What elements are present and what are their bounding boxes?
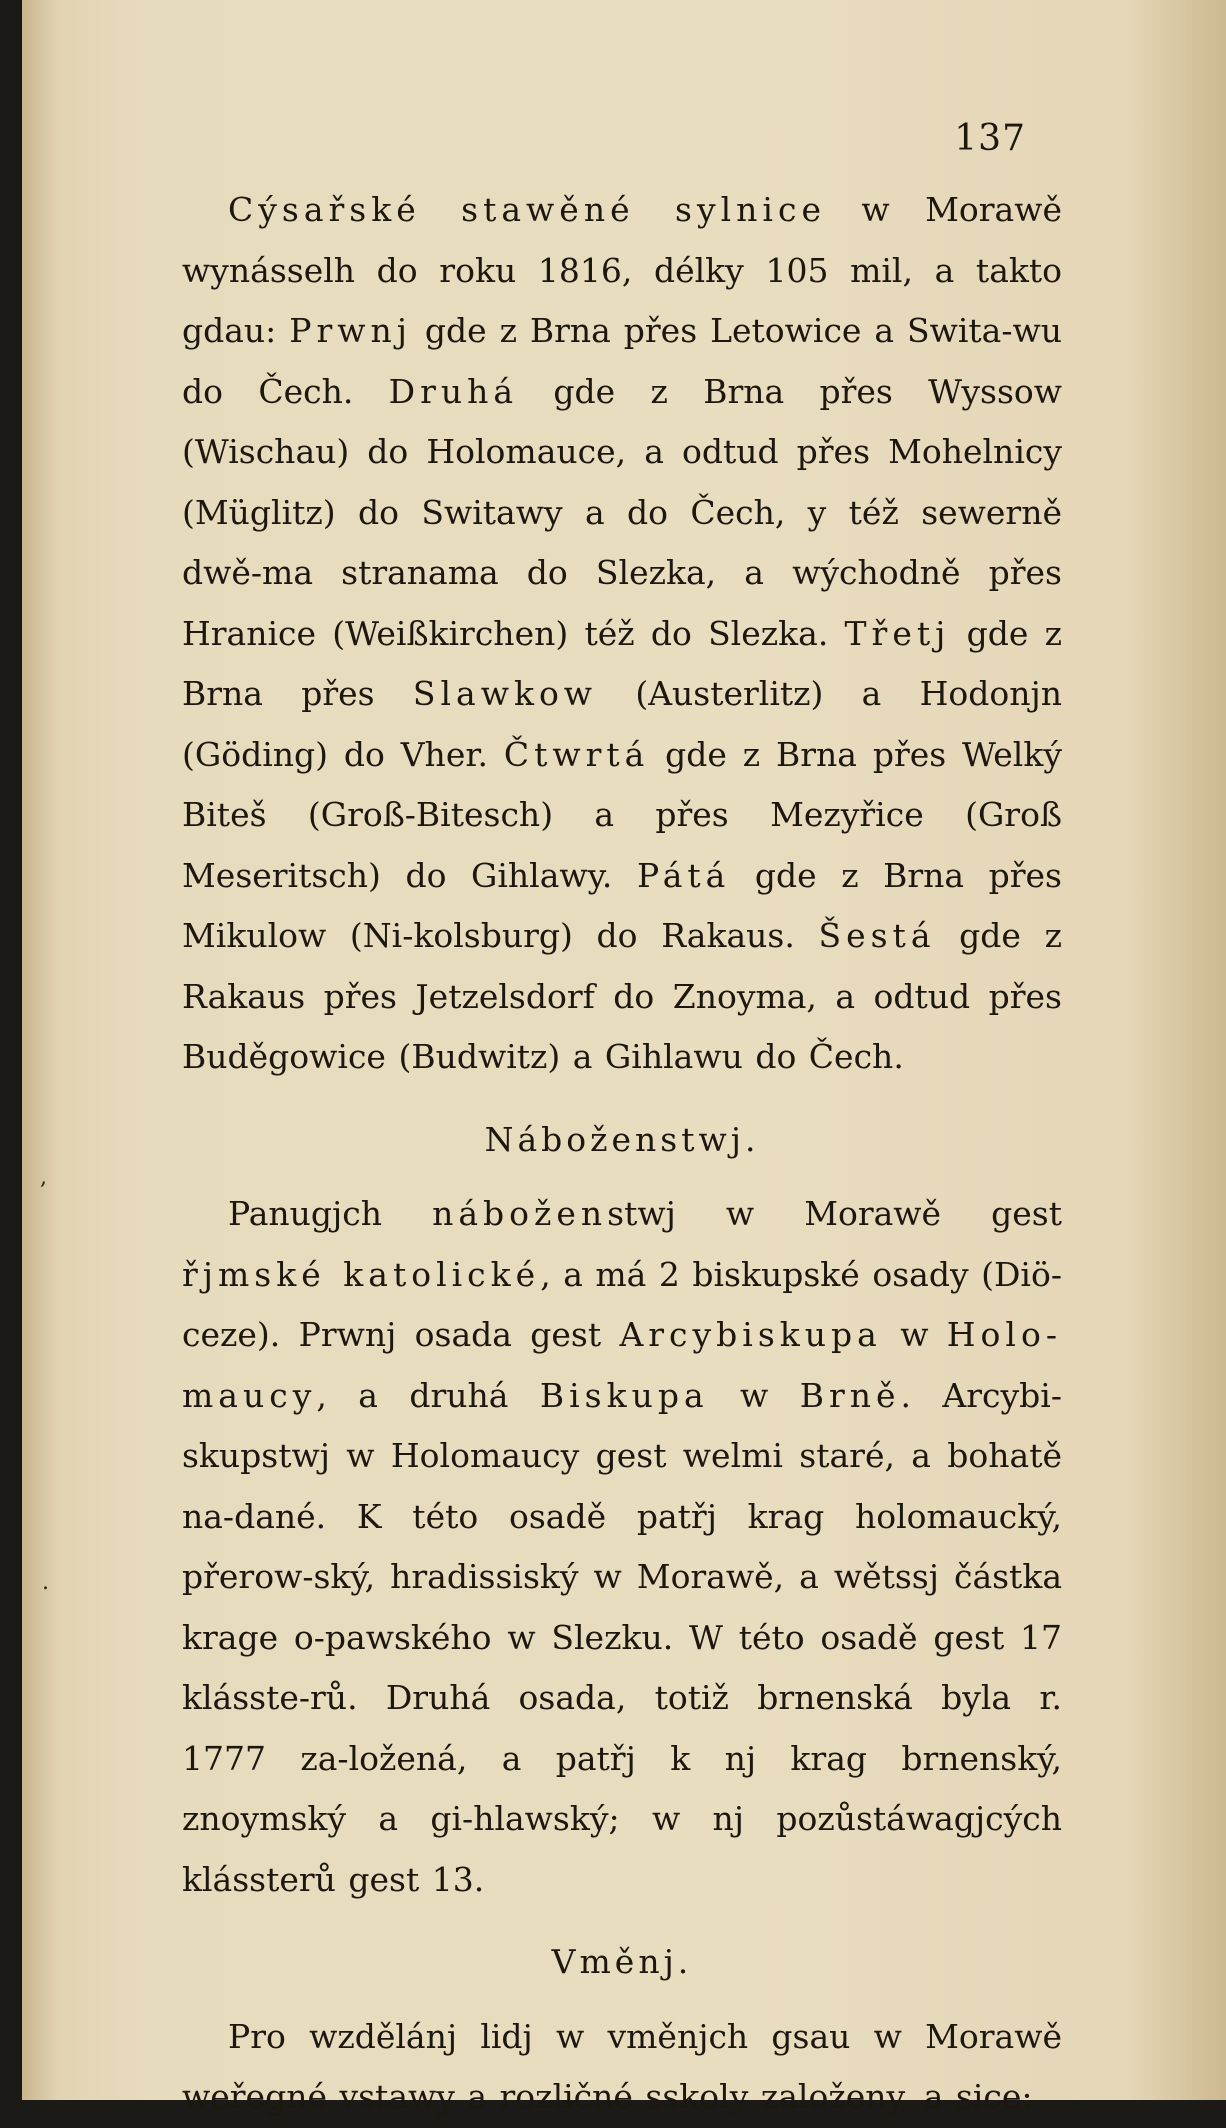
route-text: (Austerlitz) a Hodonjn (Göding) do Vher. bbox=[182, 674, 1062, 774]
route-text: gde z Brna přes Mikulow (Ni-kolsburg) do Rakaus. bbox=[182, 855, 1062, 955]
page-number: 137 bbox=[954, 118, 1026, 159]
religion-paragraph bbox=[182, 1184, 1062, 1910]
routes-list bbox=[182, 311, 1062, 1076]
art-heading: Vměnj. bbox=[551, 1942, 693, 1981]
text-segment: w bbox=[708, 1375, 800, 1415]
religion-heading: Náboženstwj. bbox=[484, 1119, 760, 1159]
spaced-text: nábožen bbox=[432, 1194, 608, 1233]
page-content bbox=[182, 180, 1062, 2128]
margin-mark: . bbox=[42, 1570, 49, 1595]
spaced-text: Arcybiskupa bbox=[619, 1315, 882, 1354]
text-segment: w bbox=[881, 1315, 947, 1354]
route-name: Šestá bbox=[818, 916, 936, 955]
text-segment: . Arcybi-skupstwj w Holomaucy gest welmi staré, a bohatě na-dané. K této osadě patřj krag holomaucký, přerow-ský, hradissiský w Morawě, a wětssj částka krage o-pawského w Slezku. W této osadě gest 17 klásste-rů. Druhá osada, totiž brnenská byla r. 1777 za-ložená, a patřj k nj krag brnenský, znoymský a gi-hlawský; w nj pozůstáwagjcých klássterů gest 13. bbox=[182, 1375, 1062, 1899]
route-name: Prwnj bbox=[289, 311, 412, 350]
route-name: Slawkow bbox=[412, 674, 598, 713]
route-name: Čtwrtá bbox=[503, 734, 650, 774]
book-page bbox=[22, 0, 1226, 2116]
text-segment: Panugjch bbox=[228, 1194, 433, 1233]
spaced-text: Biskupa bbox=[539, 1375, 709, 1415]
text-segment: stwj w Morawě gest bbox=[607, 1194, 1063, 1233]
route-name: Druhá bbox=[388, 371, 519, 411]
text-segment: , a druhá bbox=[316, 1375, 540, 1415]
roads-lead: Cýsařské stawěné sylnice bbox=[228, 190, 826, 229]
route-name: Pátá bbox=[636, 855, 731, 895]
roads-text: w Morawě wynásselh do roku 1816, délky 105 mil, a takto gdau: bbox=[182, 190, 1062, 350]
roads-paragraph bbox=[182, 180, 1062, 1088]
margin-mark: , bbox=[40, 1165, 47, 1190]
text-segment: , a má 2 biskupské osady (Diö-ceze). Prwnj osada gest bbox=[182, 1254, 1063, 1354]
route-text: gde z Brna přes Wyssow (Wischau) do Holomauce, a odtud přes Mohelnicy (Müglitz) do Switawy a do Čech, y též sewerně dwě-ma stranama do Slezka, a wýchodně přes Hranice (Weißkirchen) též do Slezka. bbox=[182, 371, 1062, 653]
spaced-text: Brně bbox=[799, 1375, 901, 1415]
route-text: gde z Brna přes bbox=[182, 613, 1062, 713]
route-text: gde z Rakaus přes Jetzelsdorf do Znoyma, a odtud přes Buděgowice (Budwitz) a Gihlawu do Čech. bbox=[182, 916, 1062, 1076]
route-text: gde z Brna přes Letowice a Swita-wu do Čech. bbox=[182, 311, 1062, 411]
spaced-text: Holo-maucy bbox=[182, 1315, 1062, 1415]
art-paragraph: Pro wzdělánj lidj w vměnjch gsau w Morawě weřegné vstawy a rozličné sskoly založeny, a sice: bbox=[182, 2016, 1062, 2116]
route-text: gde z Brna přes Welký Biteš (Groß-Bitesch) a přes Mezyřice (Groß Meseritsch) do Gihlawy. bbox=[182, 734, 1062, 895]
route-name: Třetj bbox=[844, 613, 951, 653]
spaced-text: řjmské katolické bbox=[182, 1254, 541, 1294]
